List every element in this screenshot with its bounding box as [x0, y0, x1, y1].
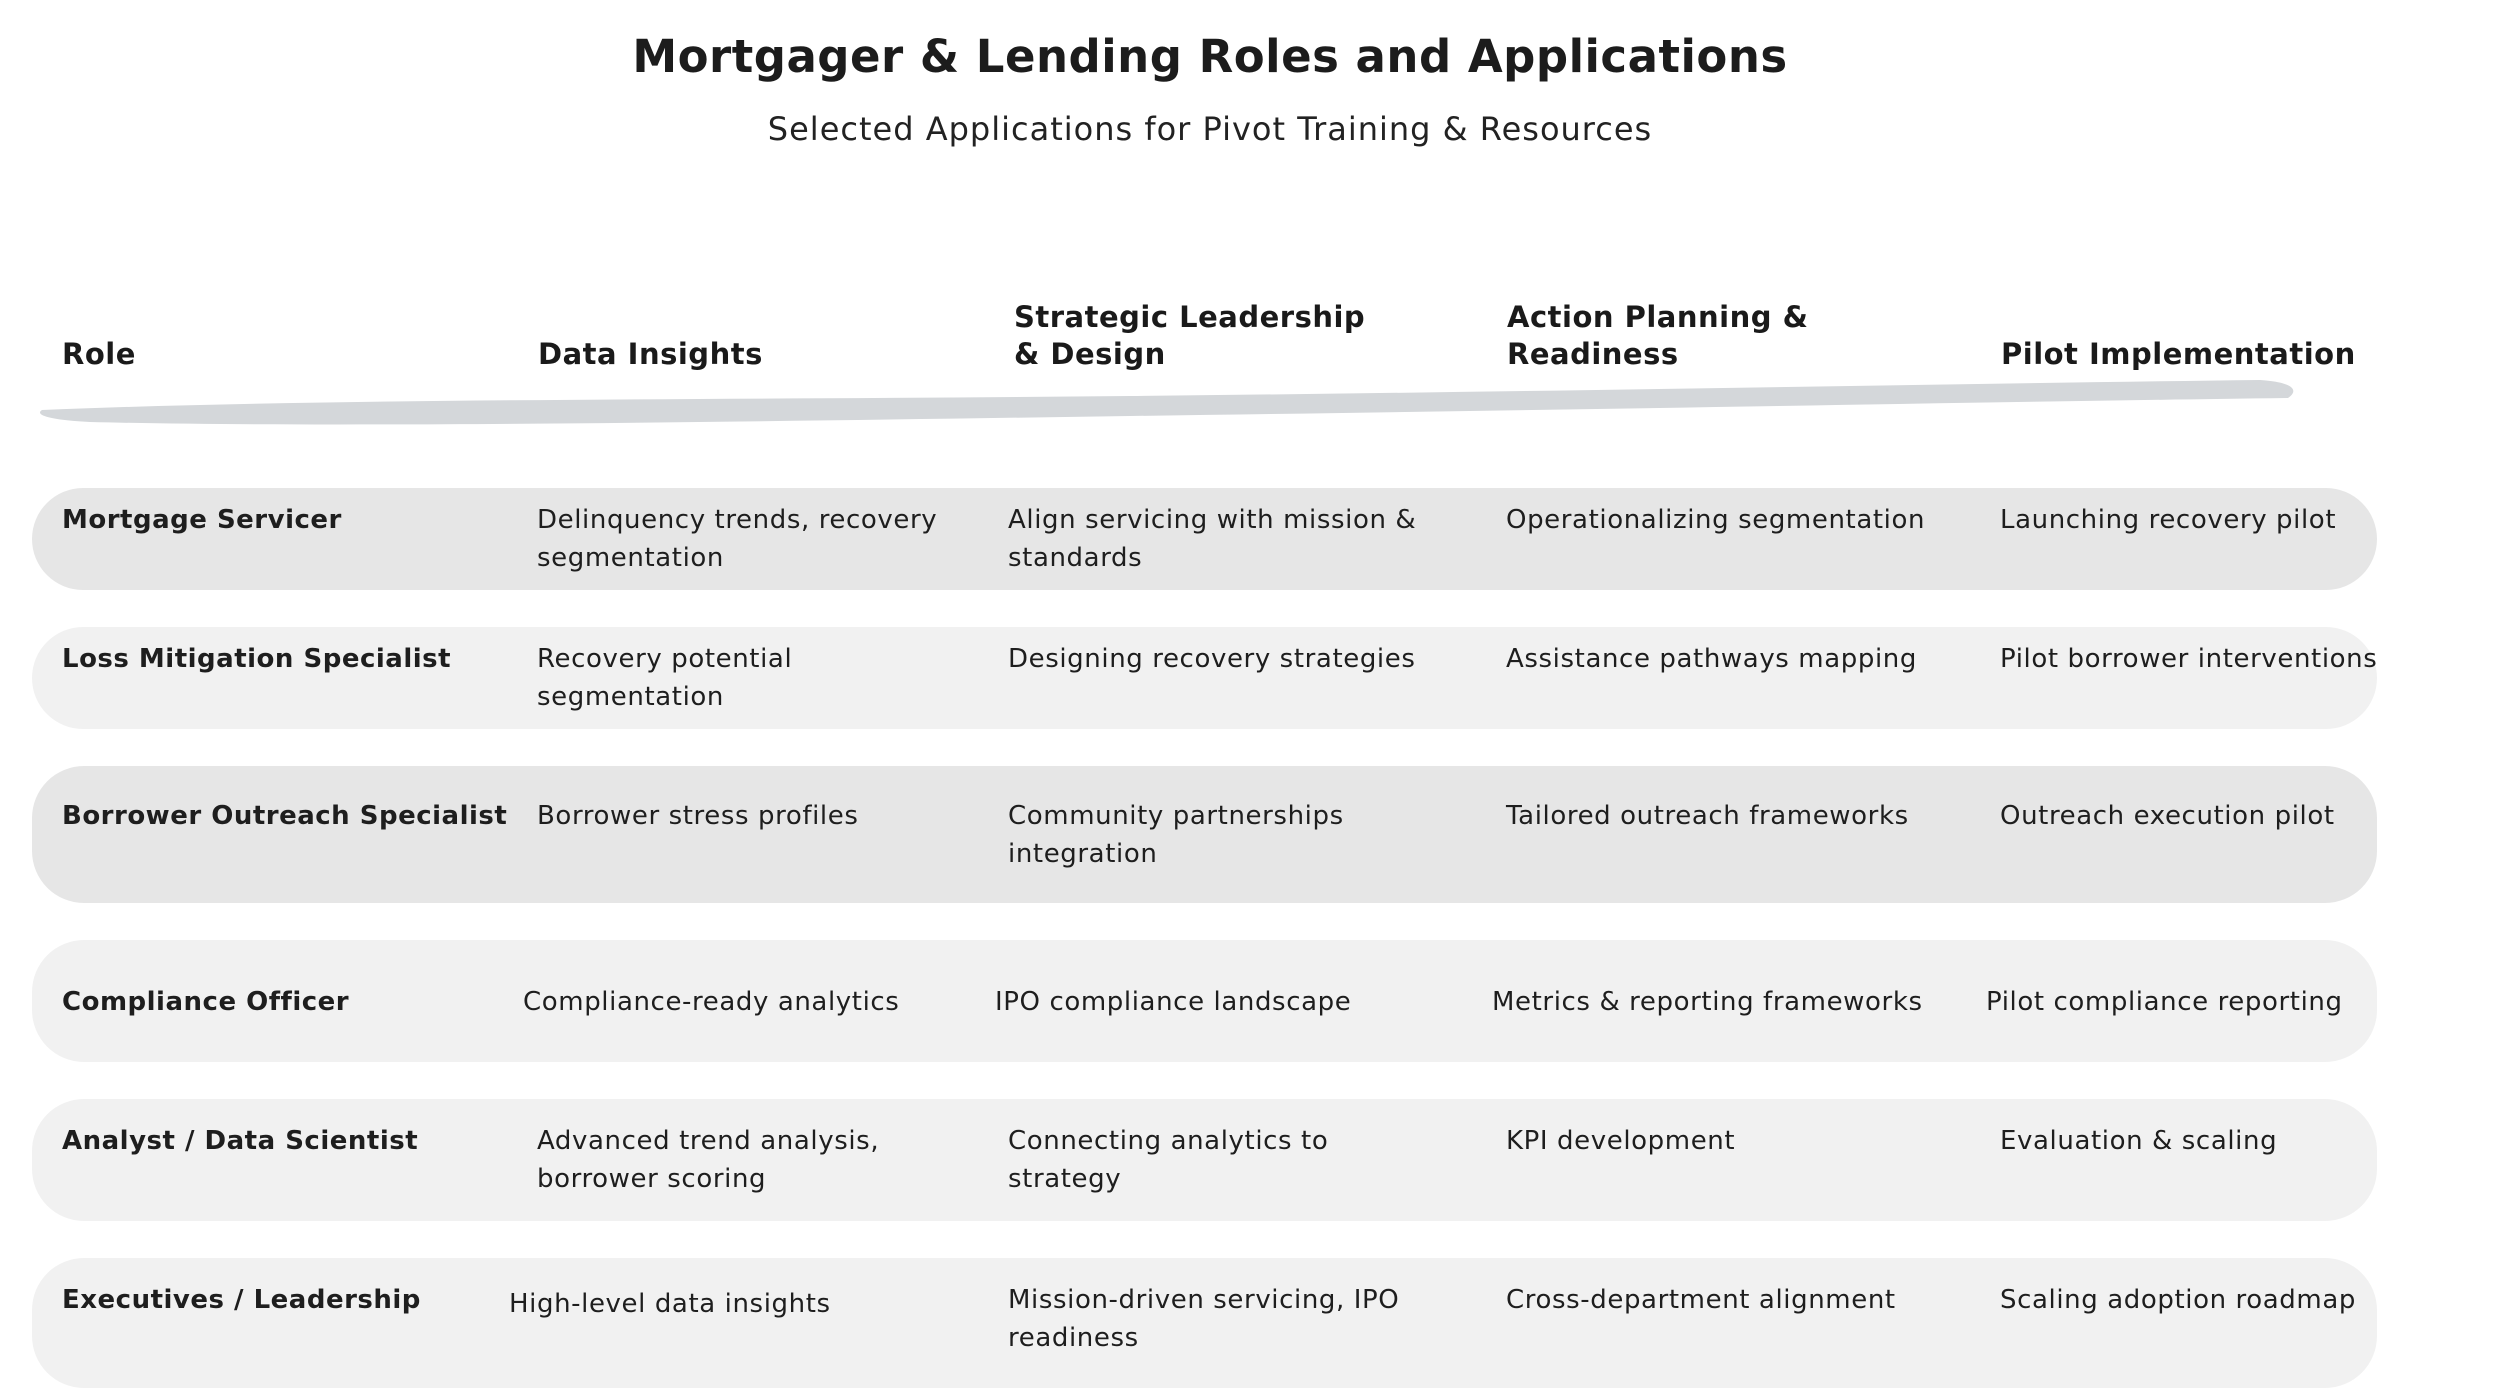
row-strategic-leadership: IPO compliance landscape — [995, 987, 1352, 1017]
row-data-line1: Recovery potential — [537, 644, 793, 674]
header-action-line1: Action Planning & — [1507, 300, 1809, 334]
header-pilot-implementation: Pilot Implementation — [2001, 337, 2356, 371]
row-role: Loss Mitigation Specialist — [62, 644, 452, 674]
row-pilot-implementation: Pilot compliance reporting — [1986, 987, 2343, 1017]
page-subtitle: Selected Applications for Pivot Training & Resources — [767, 110, 1653, 148]
row-strategic-leadership — [1008, 501, 1416, 577]
row-role: Executives / Leadership — [62, 1285, 421, 1315]
row-strategic-leadership — [1008, 1281, 1399, 1357]
row-data-insights: Borrower stress profiles — [537, 801, 859, 831]
row-strategic-leadership: Designing recovery strategies — [1008, 644, 1416, 674]
page-title: Mortgager & Lending Roles and Applications — [632, 30, 1788, 83]
row-data-line2: borrower scoring — [537, 1164, 767, 1194]
row-data-insights — [537, 501, 937, 577]
row-strategic-leadership — [1008, 797, 1344, 873]
row-action-planning: KPI development — [1506, 1126, 1736, 1156]
row-strategy-line2: readiness — [1008, 1323, 1139, 1353]
row-strategy-line1: Align servicing with mission & — [1008, 505, 1417, 535]
row-data-line2: segmentation — [537, 682, 724, 712]
row-data-line1: Advanced trend analysis, — [537, 1126, 880, 1156]
row-role: Compliance Officer — [62, 987, 350, 1017]
header-strategic-leadership — [1014, 299, 1365, 373]
row-data-insights — [537, 640, 792, 716]
header-role: Role — [62, 337, 136, 371]
row-action-planning: Metrics & reporting frameworks — [1492, 987, 1923, 1017]
row-data-line1: Delinquency trends, recovery — [537, 505, 938, 535]
row-action-planning: Cross-department alignment — [1506, 1285, 1896, 1315]
row-role: Analyst / Data Scientist — [62, 1126, 419, 1156]
row-action-planning: Operationalizing segmentation — [1506, 505, 1926, 535]
header-action-planning — [1507, 299, 1808, 373]
row-pilot-implementation: Pilot borrower interventions — [2000, 644, 2378, 674]
header-strategic-line2: & Design — [1014, 337, 1166, 371]
header-action-line2: Readiness — [1507, 337, 1679, 371]
row-strategy-line1: Connecting analytics to — [1008, 1126, 1329, 1156]
row-data-line2: segmentation — [537, 543, 724, 573]
row-pilot-implementation: Scaling adoption roadmap — [2000, 1285, 2356, 1315]
header-data-insights: Data Insights — [538, 337, 763, 371]
row-strategic-leadership — [1008, 1122, 1328, 1198]
row-pilot-implementation: Evaluation & scaling — [2000, 1126, 2278, 1156]
row-data-insights: Compliance-ready analytics — [523, 987, 900, 1017]
row-strategy-line2: strategy — [1008, 1164, 1122, 1194]
row-pilot-implementation: Outreach execution pilot — [2000, 801, 2335, 831]
row-strategy-line1: Mission-driven servicing, IPO — [1008, 1285, 1400, 1315]
row-role: Borrower Outreach Specialist — [62, 801, 508, 831]
header-strategic-line1: Strategic Leadership — [1014, 300, 1366, 334]
row-action-planning: Assistance pathways mapping — [1506, 644, 1917, 674]
row-data-insights: High-level data insights — [509, 1289, 831, 1319]
row-strategy-line2: integration — [1008, 839, 1158, 869]
row-strategy-line2: standards — [1008, 543, 1143, 573]
row-action-planning: Tailored outreach frameworks — [1506, 801, 1909, 831]
row-data-insights — [537, 1122, 879, 1198]
row-pilot-implementation: Launching recovery pilot — [2000, 505, 2337, 535]
row-strategy-line1: Community partnerships — [1008, 801, 1344, 831]
header-brush-divider — [30, 370, 2310, 440]
row-role: Mortgage Servicer — [62, 505, 342, 535]
